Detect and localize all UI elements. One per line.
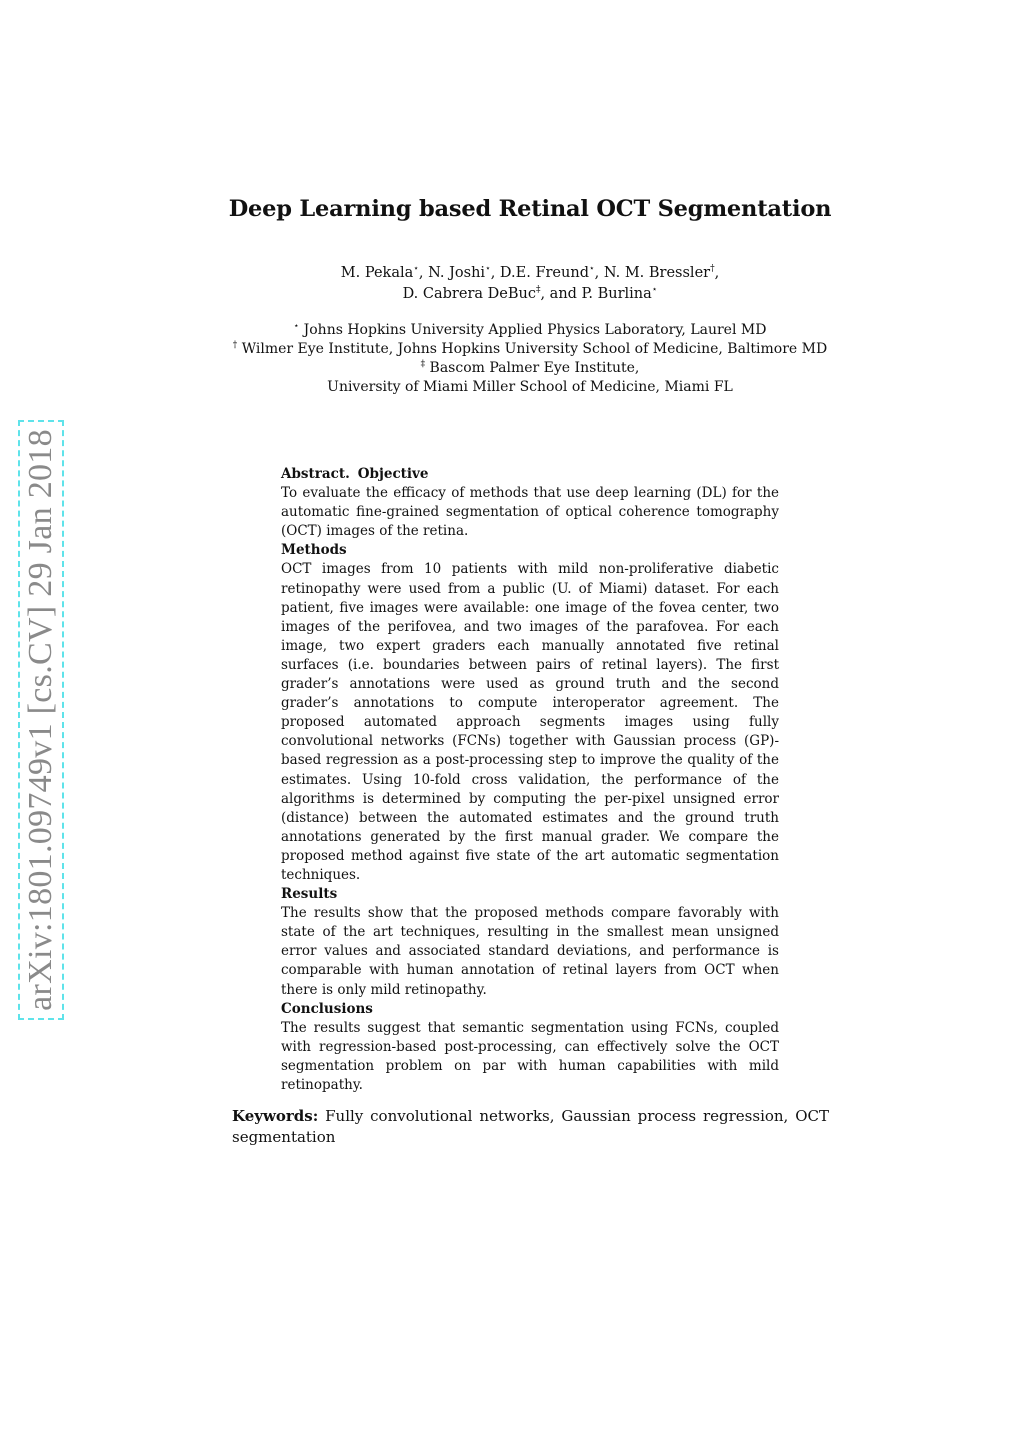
conclusions-text: The results suggest that semantic segmentation using FCNs, coupled with regression-based post-processing, can effectively solve the OCT segmentation problem on par with human capabilities with mild retinopathy. [281, 1019, 779, 1093]
results-text: The results show that the proposed methods compare favorably with state of the art techniques, resulting in the smallest mean unsigned error values and associated standard deviations, and performance is comparable with human annotation of retinal layers from OCT when there is only mild retinopathy. [281, 905, 779, 998]
abstract-label: Abstract. [281, 466, 350, 482]
arxiv-identifier[interactable]: arXiv:1801.09749v1 [cs.CV] 29 Jan 2018 [22, 429, 59, 1011]
keywords-label: Keywords: [232, 1107, 319, 1125]
affiliation-miami: University of Miami Miller School of Medicine, Miami FL [327, 379, 733, 395]
affiliation-bascom: ‡ Bascom Palmer Eye Institute, [420, 359, 640, 376]
author-line-1: M. Pekala⋆, N. Joshi⋆, D.E. Freund⋆, N. M. Bressler†, [340, 264, 720, 281]
objective-heading: Abstract. Objective [281, 466, 429, 482]
keywords [232, 1106, 829, 1148]
objective-text: To evaluate the efficacy of methods that use deep learning (DL) for the automatic fine-grained segmentation of optical coherence tomography (OCT) images of the retina. [281, 485, 779, 540]
author-line-2: D. Cabrera DeBuc‡, and P. Burlina⋆ [402, 285, 658, 302]
affiliation-jhu-apl: ⋆ Johns Hopkins University Applied Physics Laboratory, Laurel MD [293, 321, 767, 338]
abstract [281, 465, 779, 1095]
conclusions-heading: Conclusions [281, 1000, 373, 1017]
author-list [230, 263, 830, 305]
affiliations [190, 321, 870, 397]
results-heading: Results [281, 886, 338, 903]
methods-heading: Methods [281, 542, 347, 559]
paper-title: Deep Learning based Retinal OCT Segmentation [228, 196, 832, 222]
methods-text: OCT images from 10 patients with mild non-proliferative diabetic retinopathy were used from a public (U. of Miami) dataset. For each patient, five images were available: one image of the fovea center, two images of the perifovea, and two images of the parafovea. For each image, two expert graders each manually annotated five retinal surfaces (i.e. boundaries between pairs of retinal layers). The first grader’s annotations were used as ground truth and the second grader’s annotations to compute interoperator agreement. The proposed automated approach segments images using fully convolutional networks (FCNs) together with Gaussian process (GP)-based regression as a post-processing step to improve the quality of the estimates. Using 10-fold cross validation, the performance of the algorithms is determined by computing the per-pixel unsigned error (distance) between the automated estimates and the ground truth annotations generated by the first manual grader. We compare the proposed method against five state of the art automatic segmentation techniques. [281, 561, 779, 883]
keywords-text: Fully convolutional networks, Gaussian process regression, OCT segmentation [232, 1107, 829, 1146]
affiliation-wilmer: † Wilmer Eye Institute, Johns Hopkins University School of Medicine, Baltimore MD [232, 340, 828, 357]
